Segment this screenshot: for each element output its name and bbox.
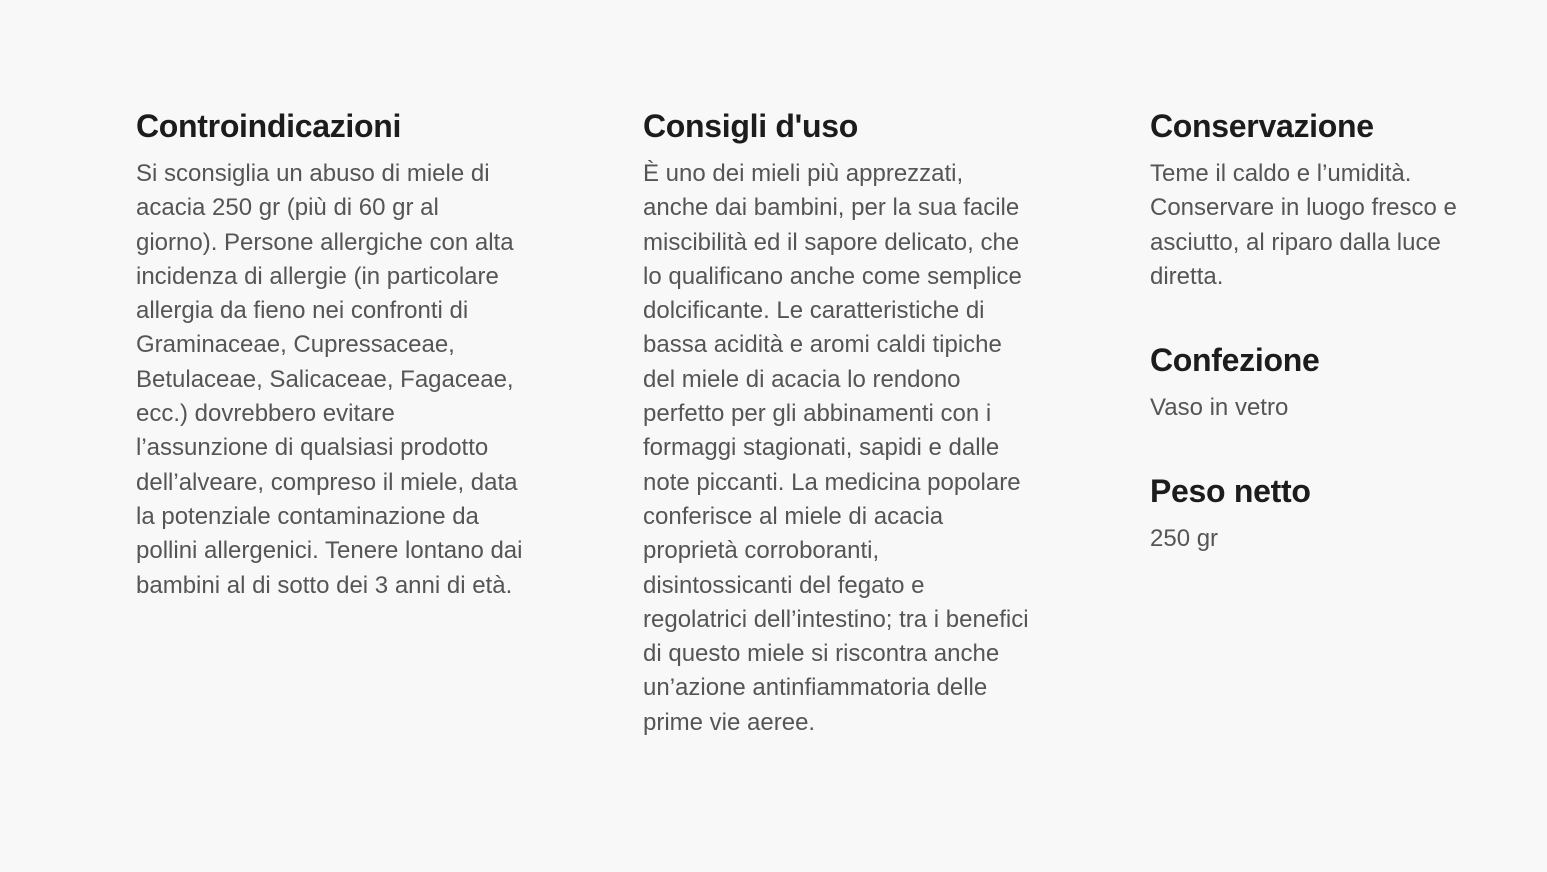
section-packaging bbox=[1150, 340, 1490, 425]
section-usage-tips bbox=[643, 106, 1035, 740]
section-text-usage-tips: È uno dei mieli più apprezzati, anche dai bambini, per la sua facile miscibilità ed il sapore delicato, che lo qualificano anche come semplice dolcificante. Le caratteristiche di bassa acidità e aromi caldi tipiche del miele di acacia lo rendono perfetto per gli abbinamenti con i formaggi stagionati, sapidi e dalle note piccanti. La medicina popolare conferisce al miele di acacia proprietà corroboranti, disintossicanti del fegato e regolatrici dell’intestino; tra i benefici di questo miele si riscontra anche un’azione antinfiammatoria delle prime vie aeree. bbox=[643, 160, 1029, 736]
section-title-contraindications: Controindicazioni bbox=[136, 108, 402, 144]
column-usage-tips bbox=[643, 106, 1035, 786]
column-contraindications bbox=[136, 106, 526, 649]
section-text-contraindications: Si sconsiglia un abuso di miele di acacia 250 gr (più di 60 gr al giorno). Persone allergiche con alta incidenza di allergie (in particolare allergia da fieno nei confronti di Graminaceae, Cupressaceae, Betulaceae, Salicaceae, Fagaceae, ecc.) dovrebbero evitare l’assunzione di qualsiasi prodotto dell’alveare, compreso il miele, data la potenziale contaminazione da pollini allergenici. Tenere lontano dai bambini al di sotto dei 3 anni di età. bbox=[136, 160, 523, 599]
section-contraindications bbox=[136, 106, 526, 603]
section-title-storage: Conservazione bbox=[1150, 108, 1374, 144]
section-text-net-weight: 250 gr bbox=[1150, 525, 1219, 553]
section-text-packaging: Vaso in vetro bbox=[1150, 394, 1289, 422]
column-storage-details bbox=[1150, 106, 1490, 603]
section-title-usage-tips: Consigli d'uso bbox=[643, 108, 858, 144]
section-title-net-weight: Peso netto bbox=[1150, 473, 1311, 510]
section-net-weight bbox=[1150, 471, 1490, 556]
section-title-packaging: Confezione bbox=[1150, 342, 1320, 379]
section-text-storage: Teme il caldo e l’umidità. Conservare in luogo fresco e asciutto, al riparo dalla luce diretta. bbox=[1150, 160, 1457, 290]
section-storage bbox=[1150, 106, 1490, 294]
